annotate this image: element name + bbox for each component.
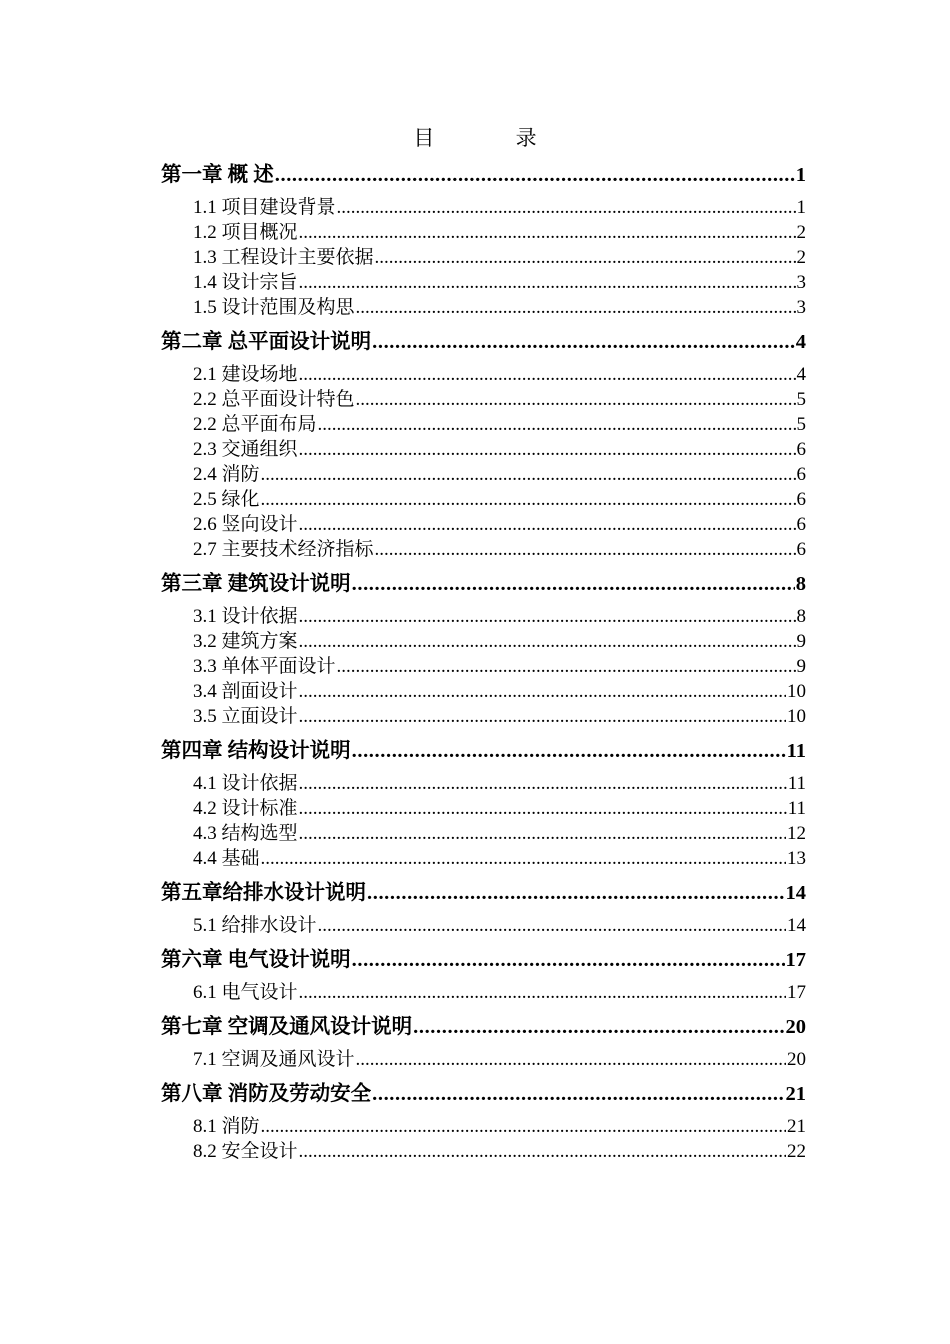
toc-chapter-entry[interactable] — [161, 567, 806, 601]
section-title: 8.2 安全设计 — [193, 1141, 298, 1162]
toc-section-entry[interactable] — [161, 387, 806, 412]
toc-chapter-entry[interactable] — [161, 734, 806, 768]
toc-section-entry[interactable] — [161, 245, 806, 270]
toc-chapter-entry[interactable] — [161, 876, 806, 910]
dot-leader — [261, 1114, 786, 1139]
toc-section-entry[interactable] — [161, 629, 806, 654]
section-page-number: 21 — [787, 1116, 806, 1137]
section-page-number: 2 — [796, 222, 806, 243]
section-title: 1.5 设计范围及构思 — [193, 297, 355, 318]
toc-chapter-entry[interactable] — [161, 325, 806, 359]
chapter-title: 第五章给排水设计说明 — [161, 882, 366, 904]
toc-title: 目 录 — [413, 126, 575, 150]
section-title: 3.2 建筑方案 — [193, 631, 298, 652]
toc-chapter-entry[interactable] — [161, 1077, 806, 1111]
dot-leader — [299, 512, 796, 537]
dot-leader — [299, 220, 796, 245]
dot-leader — [299, 821, 786, 846]
chapter-title: 第八章 消防及劳动安全 — [161, 1083, 372, 1105]
section-page-number: 3 — [796, 272, 806, 293]
chapter-page-number: 14 — [785, 882, 806, 904]
section-page-number: 6 — [796, 539, 806, 560]
dot-leader — [356, 295, 796, 320]
section-title: 2.6 竖向设计 — [193, 514, 298, 535]
chapter-title: 第六章 电气设计说明 — [161, 949, 351, 971]
chapter-page-number: 21 — [785, 1083, 806, 1105]
dot-leader — [356, 387, 796, 412]
dot-leader — [299, 270, 796, 295]
section-page-number: 13 — [787, 848, 806, 869]
dot-leader — [299, 796, 787, 821]
section-title: 2.2 总平面设计特色 — [193, 389, 355, 410]
toc-section-entry[interactable] — [161, 704, 806, 729]
toc-chapter-entry[interactable] — [161, 1010, 806, 1044]
section-page-number: 11 — [787, 773, 806, 794]
dot-leader — [367, 876, 785, 910]
section-page-number: 6 — [796, 514, 806, 535]
toc-section-entry[interactable] — [161, 412, 806, 437]
section-title: 3.4 剖面设计 — [193, 681, 298, 702]
toc-section-entry[interactable] — [161, 1139, 806, 1164]
section-title: 2.5 绿化 — [193, 489, 260, 510]
section-title: 2.1 建设场地 — [193, 364, 298, 385]
dot-leader — [299, 704, 786, 729]
section-page-number: 2 — [796, 247, 806, 268]
section-title: 3.3 单体平面设计 — [193, 656, 336, 677]
dot-leader — [372, 1077, 784, 1111]
section-page-number: 9 — [796, 656, 806, 677]
toc-section-entry[interactable] — [161, 1047, 806, 1072]
dot-leader — [413, 1010, 784, 1044]
dot-leader — [299, 679, 786, 704]
dot-leader — [352, 567, 795, 601]
dot-leader — [261, 846, 786, 871]
toc-section-entry[interactable] — [161, 512, 806, 537]
section-page-number: 5 — [796, 414, 806, 435]
chapter-title: 第三章 建筑设计说明 — [161, 573, 351, 595]
section-title: 1.2 项目概况 — [193, 222, 298, 243]
section-page-number: 10 — [787, 681, 806, 702]
section-title: 3.1 设计依据 — [193, 606, 298, 627]
toc-section-entry[interactable] — [161, 220, 806, 245]
section-title: 4.4 基础 — [193, 848, 260, 869]
section-page-number: 9 — [796, 631, 806, 652]
section-title: 2.4 消防 — [193, 464, 260, 485]
chapter-title: 第七章 空调及通风设计说明 — [161, 1016, 413, 1038]
section-title: 2.7 主要技术经济指标 — [193, 539, 374, 560]
chapter-page-number: 8 — [795, 573, 806, 595]
dot-leader — [299, 1139, 786, 1164]
dot-leader — [299, 771, 787, 796]
dot-leader — [375, 537, 796, 562]
toc-chapter-entry[interactable] — [161, 943, 806, 977]
toc-section-entry[interactable] — [161, 821, 806, 846]
toc-section-entry[interactable] — [161, 195, 806, 220]
table-of-contents — [161, 158, 806, 1164]
chapter-page-number: 1 — [795, 164, 806, 186]
toc-section-entry[interactable] — [161, 437, 806, 462]
section-page-number: 4 — [796, 364, 806, 385]
dot-leader — [352, 734, 786, 768]
section-title: 3.5 立面设计 — [193, 706, 298, 727]
section-page-number: 11 — [787, 798, 806, 819]
toc-section-entry[interactable] — [161, 362, 806, 387]
dot-leader — [318, 913, 786, 938]
section-page-number: 12 — [787, 823, 806, 844]
chapter-title: 第一章 概 述 — [161, 164, 274, 186]
section-page-number: 1 — [796, 197, 806, 218]
dot-leader — [299, 629, 796, 654]
dot-leader — [337, 195, 796, 220]
section-page-number: 6 — [796, 489, 806, 510]
section-title: 5.1 给排水设计 — [193, 915, 317, 936]
toc-chapter-entry[interactable] — [161, 158, 806, 192]
toc-section-entry[interactable] — [161, 1114, 806, 1139]
dot-leader — [275, 158, 795, 192]
toc-section-entry[interactable] — [161, 796, 806, 821]
dot-leader — [372, 325, 795, 359]
dot-leader — [261, 487, 796, 512]
toc-section-entry[interactable] — [161, 295, 806, 320]
toc-section-entry[interactable] — [161, 604, 806, 629]
chapter-page-number: 4 — [795, 331, 806, 353]
section-page-number: 14 — [787, 915, 806, 936]
toc-section-entry[interactable] — [161, 679, 806, 704]
section-title: 8.1 消防 — [193, 1116, 260, 1137]
toc-section-entry[interactable] — [161, 270, 806, 295]
chapter-page-number: 11 — [786, 740, 806, 762]
toc-section-entry[interactable] — [161, 771, 806, 796]
section-title: 4.1 设计依据 — [193, 773, 298, 794]
section-page-number: 6 — [796, 439, 806, 460]
toc-section-entry[interactable] — [161, 913, 806, 938]
toc-section-entry[interactable] — [161, 846, 806, 871]
section-page-number: 6 — [796, 464, 806, 485]
dot-leader — [299, 980, 786, 1005]
section-title: 1.3 工程设计主要依据 — [193, 247, 374, 268]
dot-leader — [352, 943, 785, 977]
dot-leader — [299, 604, 796, 629]
toc-section-entry[interactable] — [161, 537, 806, 562]
dot-leader — [356, 1047, 786, 1072]
section-page-number: 22 — [787, 1141, 806, 1162]
dot-leader — [299, 437, 796, 462]
toc-section-entry[interactable] — [161, 654, 806, 679]
section-page-number: 20 — [787, 1049, 806, 1070]
chapter-title: 第四章 结构设计说明 — [161, 740, 351, 762]
chapter-page-number: 20 — [785, 1016, 806, 1038]
section-title: 1.4 设计宗旨 — [193, 272, 298, 293]
section-page-number: 3 — [796, 297, 806, 318]
section-title: 2.2 总平面布局 — [193, 414, 317, 435]
section-page-number: 5 — [796, 389, 806, 410]
toc-section-entry[interactable] — [161, 462, 806, 487]
section-page-number: 17 — [787, 982, 806, 1003]
chapter-page-number: 17 — [785, 949, 806, 971]
chapter-title: 第二章 总平面设计说明 — [161, 331, 372, 353]
toc-section-entry[interactable] — [161, 980, 806, 1005]
dot-leader — [337, 654, 796, 679]
section-title: 6.1 电气设计 — [193, 982, 298, 1003]
section-page-number: 8 — [796, 606, 806, 627]
dot-leader — [375, 245, 796, 270]
section-title: 2.3 交通组织 — [193, 439, 298, 460]
toc-section-entry[interactable] — [161, 487, 806, 512]
dot-leader — [318, 412, 796, 437]
dot-leader — [299, 362, 796, 387]
section-title: 4.3 结构选型 — [193, 823, 298, 844]
dot-leader — [261, 462, 796, 487]
section-title: 1.1 项目建设背景 — [193, 197, 336, 218]
section-title: 4.2 设计标准 — [193, 798, 298, 819]
section-title: 7.1 空调及通风设计 — [193, 1049, 355, 1070]
section-page-number: 10 — [787, 706, 806, 727]
